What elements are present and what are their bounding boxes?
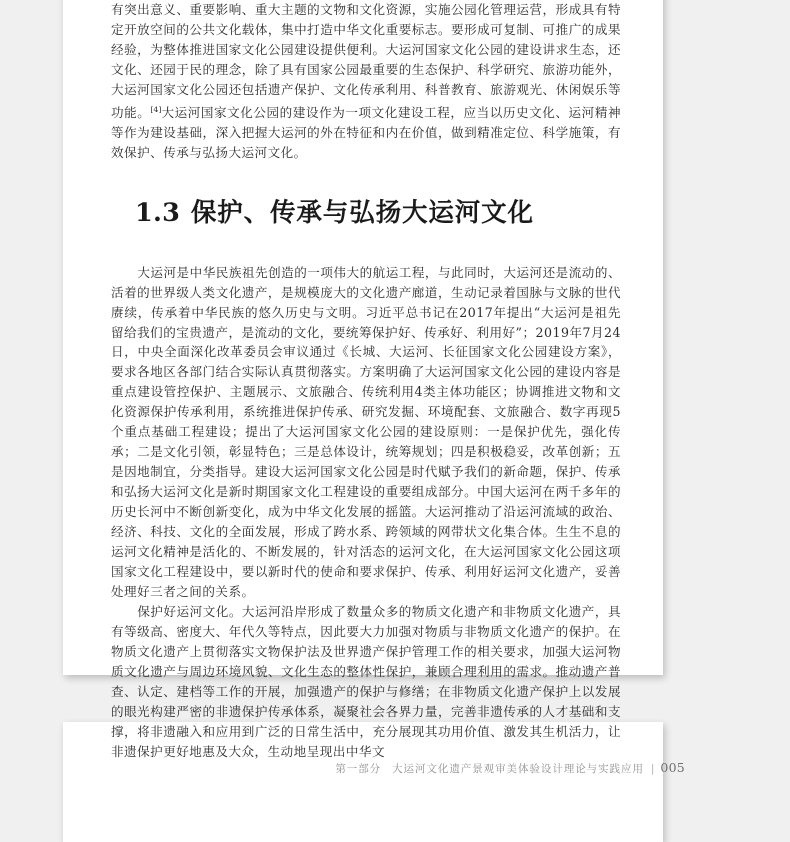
continued-paragraph [111, 0, 621, 163]
section-title: 保护、传承与弘扬大运河文化 [190, 197, 534, 228]
citation-marker: [4] [150, 104, 162, 114]
continued-paragraph-text: 有突出意义、重要影响、重大主题的文物和文化资源，实施公园化管理运营，形成具有特定开放空间的公共文化载体，集中打造中华文化重要标志。要形成可复制、可推广的成果经验，为整体推进国家文化公园建设提供便利。大运河国家文化公园的建设讲求生态，还文化、还园于民的理念，除了具有国家公园最重要的生态保护、科学研究、旅游功能外，大运河国家文化公园还包括遗产保护、文化传承利用、科普教育、旅游观光、休闲娱乐等功能。 [111, 2, 621, 120]
footer-book-title: 大运河文化遗产景观审美体验设计理论与实践应用 [392, 763, 644, 775]
page-sheet [63, 0, 663, 759]
section-heading [135, 198, 621, 230]
continued-paragraph-text-cont: 大运河国家文化公园的建设作为一项文化建设工程，应当以历史文化、运河精神等作为建设基础，深入把握大运河的外在特征和内在价值，做到精准定位、科学施策，有效保护、传承与弘扬大运河文化。 [111, 104, 621, 160]
page-footer [0, 760, 790, 776]
footer-part-label: 第一部分 [335, 763, 382, 775]
body-paragraph-1: 大运河是中华民族祖先创造的一项伟大的航运工程，与此同时，大运河还是流动的、活着的世界级人类文化遗产，是规模庞大的文化遗产廊道，生动记录着国脉与文脉的世代赓续，传承着中华民族的悠久历史与文明。习近平总书记在2017年提出“大运河是祖先留给我们的宝贵遗产，是流动的文化，要统筹保护好、传承好、利用好”；2019年7月24日，中央全面深化改革委员会审议通过《长城、大运河、长征国家文化公园建设方案》，要求各地区各部门结合实际认真贯彻落实。方案明确了大运河国家文化公园的建设内容是重点建设管控保护、主题展示、文旅融合、传统利用4类主体功能区；协调推进文物和文化资源保护传承利用，系统推进保护传承、研究发掘、环境配套、文旅融合、数字再现5个重点基础工程建设；提出了大运河国家文化公园的建设原则：一是保护优先，强化传承；二是文化引领，彰显特色；三是总体设计，统筹规划；四是积极稳妥，改革创新；五是因地制宜，分类指导。建设大运河国家文化公园是时代赋予我们的新命题，保护、传承和弘扬大运河文化是新时期国家文化工程建设的重要组成部分。中国大运河在两千多年的历史长河中不断创新变化，成为中华文化发展的摇篮。大运河推动了沿运河流域的政治、经济、科技、文化的全面发展，形成了跨水系、跨领域的网带状文化集合体。生生不息的运河文化精神是活化的、不断发展的，针对活态的运河文化，在大运河国家文化公园这项国家文化工程建设中，要以新时代的使命和要求保护、传承、利用好运河文化遗产，妥善处理好三者之间的关系。 [111, 264, 621, 599]
footer-page-number: 005 [660, 760, 685, 775]
body-paragraph-2: 保护好运河文化。大运河沿岸形成了数量众多的物质文化遗产和非物质文化遗产，具有等级高、密度大、年代久等特点，因此要大力加强对物质与非物质文化遗产的保护。在物质文化遗产上贯彻落实文物保护法及世界遗产保护管理工作的相关要求，加强大运河物质文化遗产与周边环境风貌、文化生态的整体性保护，兼顾合理利用的需求。推动遗产普查、认定、建档等工作的开展，加强遗产的保护与修缮；在非物质文化遗产保护上以发展的眼光构建严密的非遗保护传承体系，凝聚社会各界力量，完善非遗传承的人才基础和支撑，将非遗融入和应用到广泛的日常生活中，充分展现其功用价值、激发其生机活力，让非遗保护更好地惠及大众，生动地呈现出中华文 [111, 603, 621, 759]
footer-separator: | [650, 763, 656, 775]
section-number: 1.3 [135, 197, 181, 228]
section-heading-block [111, 198, 621, 230]
page-text-column [111, 0, 621, 762]
